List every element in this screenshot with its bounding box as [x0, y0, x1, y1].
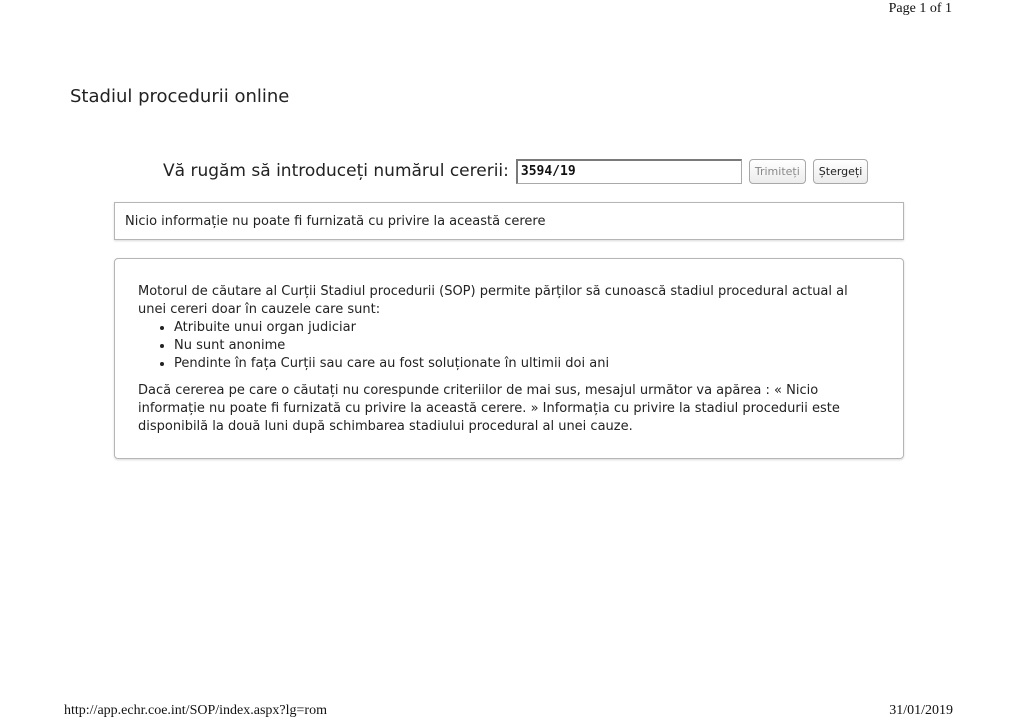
criteria-list	[138, 319, 879, 373]
result-message-box	[114, 202, 904, 240]
info-note: Dacă cererea pe care o căutați nu corespunde criteriilor de mai sus, mesajul următor va apărea : « Nicio informație nu poate fi furnizată cu privire la această cerere. » Informația cu privire la stadiul procedurii este disponibilă la două luni după schimbarea stadiului procedural al unei cauze.	[138, 383, 840, 434]
application-number-input[interactable]	[516, 159, 742, 184]
result-message: Nicio informație nu poate fi furnizată cu privire la această cerere	[125, 214, 546, 229]
criteria-item: • Nu sunt anonime	[174, 337, 879, 355]
info-intro: Motorul de căutare al Curții Stadiul procedurii (SOP) permite părților să cunoască stadiul procedural actual al unei cereri doar în cauzele care sunt:	[138, 284, 848, 317]
application-number-label: Vă rugăm să introduceți numărul cererii:	[163, 161, 509, 181]
print-date: 31/01/2019	[889, 703, 953, 718]
criteria-item: • Pendinte în fața Curții sau care au fost soluționate în ultimii doi ani	[174, 355, 879, 373]
print-page-indicator: Page 1 of 1	[888, 1, 952, 16]
criteria-item: • Atribuite unui organ judiciar	[174, 319, 879, 337]
submit-button[interactable]: Trimiteți	[749, 159, 806, 184]
page-title: Stadiul procedurii online	[70, 86, 290, 107]
clear-button[interactable]: Ștergeți	[813, 159, 869, 184]
info-panel	[114, 258, 904, 459]
print-url: http://app.echr.coe.int/SOP/index.aspx?lg=rom	[64, 703, 327, 718]
search-form	[163, 158, 868, 184]
